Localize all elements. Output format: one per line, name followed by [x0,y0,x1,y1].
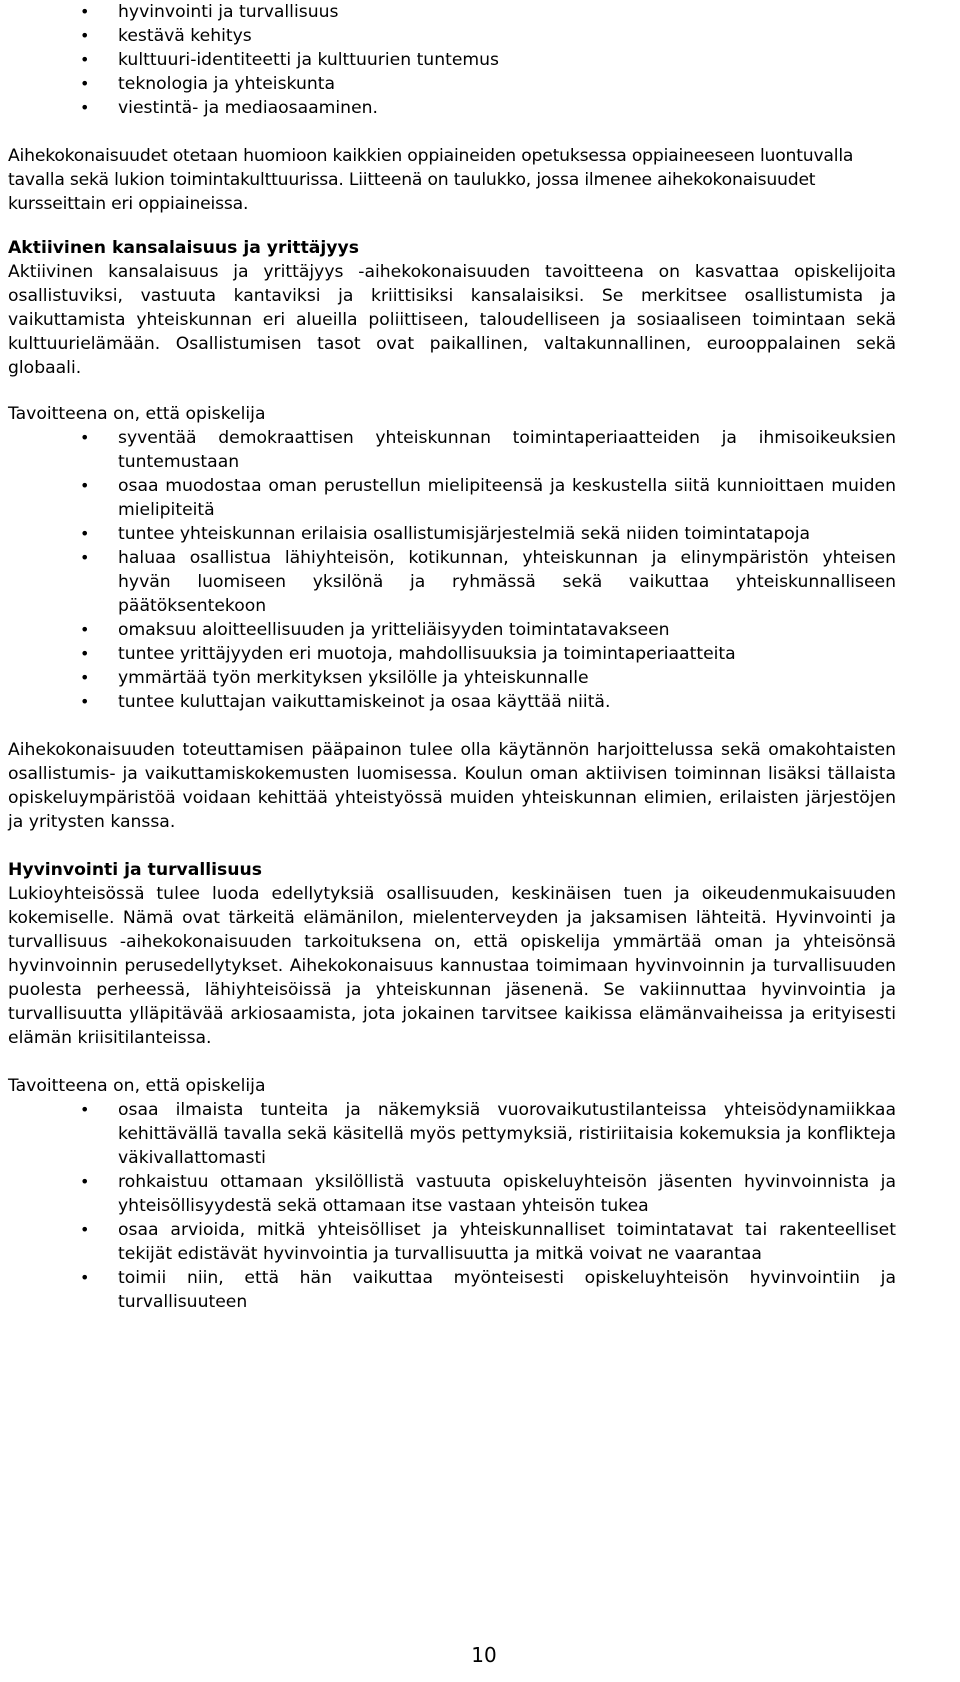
bullet-icon: • [80,644,90,663]
list-item: • kestävä kehitys [80,26,252,46]
bullet-icon: • [80,1172,90,1191]
section-paragraph: Lukioyhteisössä tulee luoda edellytyksiä osallisuuden, keskinäisen tuen ja oikeudenmukaisuuden kokemiselle. Nämä ovat tärkeitä elämänilon, mielenterveyden ja jaksamisen lähteitä. Hyvinvointi ja turvallisuus -aihekokonaisuuden tarkoituksena on, että opiskelija ymmärtää oman ja yhteisönsä hyvinvoinnin perusedellytykset. Aihekokonaisuus kannustaa toimimaan hyvinvoinnin ja turvallisuuden puolesta perheessä, lähiyhteisöissä ja yhteiskunnan jäsenenä. Se vakiinnuttaa hyvinvointia ja turvallisuutta ylläpitävää arkiosaamista, jota jokainen tarvitsee kaikissa elämänvaiheissa ja erityisesti elämän kriisitilanteissa. [8,884,896,1048]
goals-list [8,1098,896,1314]
list-item: • rohkaistuu ottamaan yksilöllistä vastuuta opiskeluyhteisön jäsenten hyvinvoinnista ja yhteisöllisyydestä sekä ottamaan itse vastaan yhteisön tukea [80,1172,896,1216]
list-item: • teknologia ja yhteiskunta [80,74,336,94]
list-item: • hyvinvointi ja turvallisuus [80,2,339,22]
bullet-icon: • [80,98,90,117]
bullet-icon: • [80,1220,90,1239]
list-item: • tuntee yhteiskunnan erilaisia osallistumisjärjestelmiä sekä niiden toimintatapoja [80,524,811,544]
section-heading-active-citizenship: Aktiivinen kansalaisuus ja yrittäjyys [8,238,359,258]
bullet-icon: • [80,668,90,687]
goals-intro: Tavoitteena on, että opiskelija [8,404,266,424]
bullet-icon: • [80,1100,90,1119]
list-item: • ymmärtää työn merkityksen yksilölle ja yhteiskunnalle [80,668,589,688]
list-item: • tuntee yrittäjyyden eri muotoja, mahdollisuuksia ja toimintaperiaatteita [80,644,736,664]
bullet-icon: • [80,2,90,21]
list-item: • osaa arvioida, mitkä yhteisölliset ja yhteiskunnalliset toimintatavat tai rakenteelliset tekijät edistävät hyvinvointia ja turvallisuutta ja mitkä voivat ne vaarantaa [80,1220,896,1264]
goals-intro: Tavoitteena on, että opiskelija [8,1076,266,1096]
list-item: • osaa ilmaista tunteita ja näkemyksiä vuorovaikutustilanteissa yhteisödynamiikkaa kehittävällä tavalla sekä käsitellä myös pettymyksiä, ristiriitaisia kokemuksia ja konflikteja väkivallattomasti [80,1100,896,1168]
bullet-icon: • [80,476,90,495]
list-item: • syventää demokraattisen yhteiskunnan toimintaperiaatteiden ja ihmisoikeuksien tuntemustaan [80,428,896,472]
list-item: • toimii niin, että hän vaikuttaa myönteisesti opiskeluyhteisön hyvinvointiin ja turvallisuuteen [80,1268,896,1312]
goals-list [8,426,896,714]
bullet-icon: • [80,620,90,639]
list-item: • kulttuuri-identiteetti ja kulttuurien tuntemus [80,50,500,70]
page-content [8,0,896,1314]
list-item: • viestintä- ja mediaosaaminen. [80,98,379,118]
page-number: 10 [471,1643,497,1667]
bullet-icon: • [80,548,90,567]
bullet-icon: • [80,26,90,45]
list-item: • omaksuu aloitteellisuuden ja yritteliäisyyden toimintatavakseen [80,620,670,640]
section-paragraph: Aktiivinen kansalaisuus ja yrittäjyys -aihekokonaisuuden tavoitteena on kasvattaa opiskelijoita osallistuviksi, vastuuta kantaviksi ja kriittisiksi kansalaisiksi. Se merkitsee osallistumista ja vaikuttamista yhteiskunnan eri alueilla poliittiseen, taloudelliseen ja sosiaaliseen toimintaan sekä kulttuurielämään. Osallistumisen tasot ovat paikallinen, valtakunnallinen, eurooppalainen sekä globaali. [8,262,896,378]
bullet-icon: • [80,692,90,711]
intro-list [8,0,896,120]
bullet-icon: • [80,50,90,69]
closing-paragraph: Aihekokonaisuuden toteuttamisen pääpainon tulee olla käytännön harjoittelussa sekä omakohtaisten osallistumis- ja vaikuttamiskokemusten luomisessa. Koulun oman aktiivisen toiminnan lisäksi tällaista opiskeluympäristöä voidaan kehittää yhteistyössä muiden yhteiskunnan elimien, erilaisten järjestöjen ja yritysten kanssa. [8,740,896,832]
list-item: • haluaa osallistua lähiyhteisön, kotikunnan, yhteiskunnan ja elinympäristön yhteisen hyvän luomiseen yksilönä ja ryhmässä sekä vaikuttaa yhteiskunnalliseen päätöksentekoon [80,548,896,616]
intro-paragraph: Aihekokonaisuudet otetaan huomioon kaikkien oppiaineiden opetuksessa oppiaineeseen luontuvalla tavalla sekä lukion toimintakulttuurissa. Liitteenä on taulukko, jossa ilmenee aihekokonaisuudet kursseittain eri oppiaineissa. [8,146,854,214]
bullet-icon: • [80,428,90,447]
bullet-icon: • [80,74,90,93]
list-item: • tuntee kuluttajan vaikuttamiskeinot ja osaa käyttää niitä. [80,692,611,712]
list-item: • osaa muodostaa oman perustellun mielipiteensä ja keskustella siitä kunnioittaen muiden mielipiteitä [80,476,896,520]
bullet-icon: • [80,524,90,543]
section-heading-wellbeing-safety: Hyvinvointi ja turvallisuus [8,860,262,880]
bullet-icon: • [80,1268,90,1287]
